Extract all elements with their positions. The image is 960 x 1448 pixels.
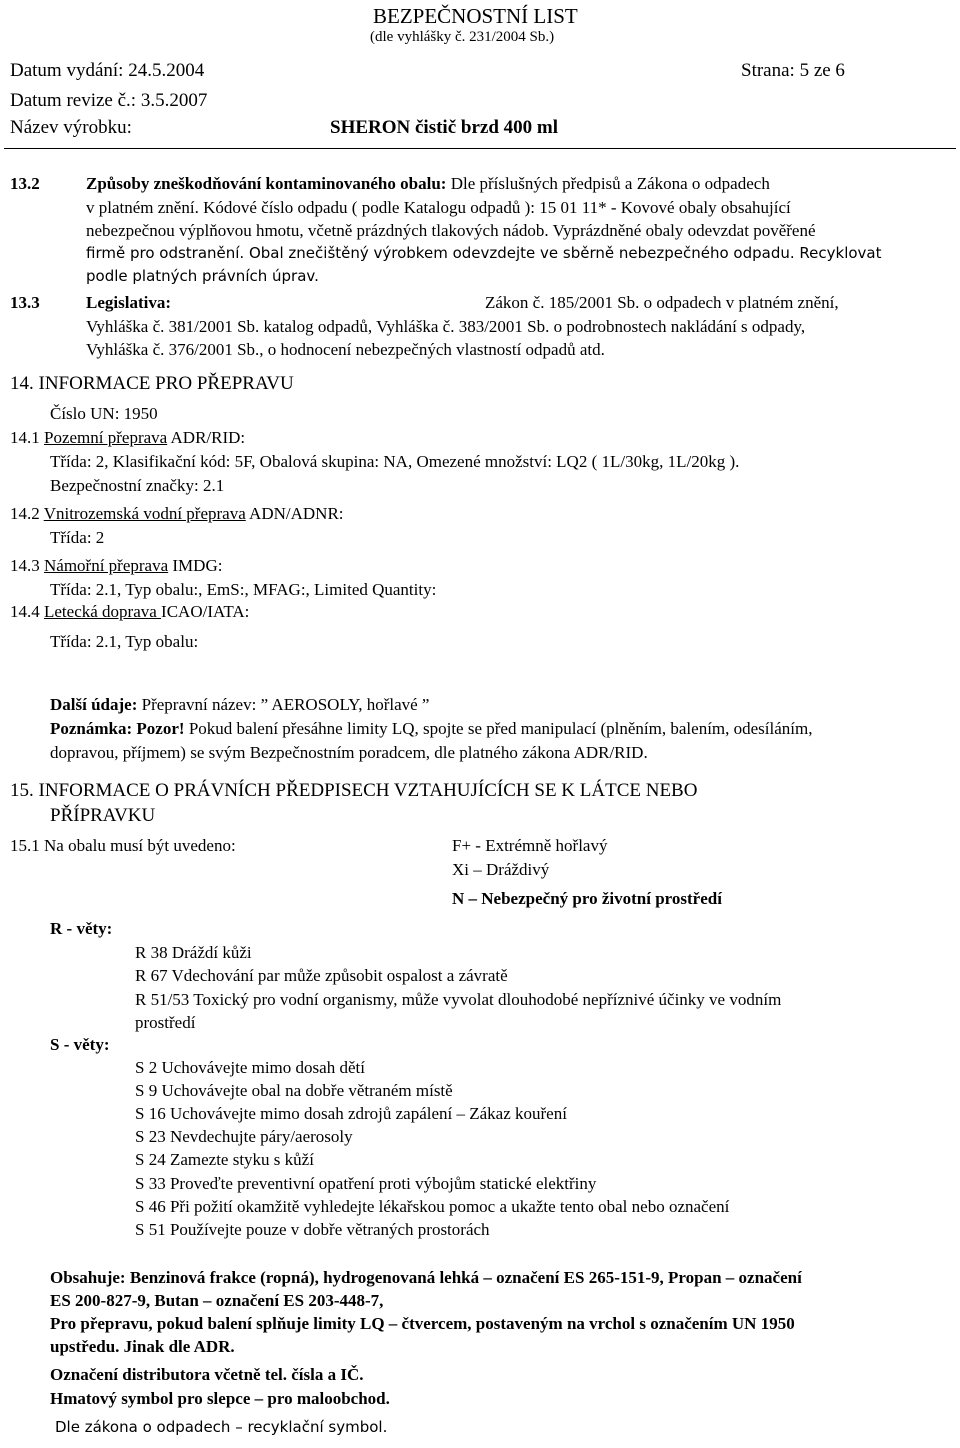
s-phrase: S 33 Proveďte preventivní opatření proti výbojům statické elektřiny	[135, 1174, 597, 1193]
document-subtitle: (dle vyhlášky č. 231/2004 Sb.)	[370, 29, 555, 45]
section-15-1-label: 15.1 Na obalu musí být uvedeno:	[10, 836, 236, 855]
section-14-1-line1: Třída: 2, Klasifikační kód: 5F, Obalová skupina: NA, Omezené množství: LQ2 ( 1L/30kg, 1L/20kg ).	[50, 452, 740, 471]
section-14-2-heading: 14.2 Vnitrozemská vodní přeprava ADN/ADNR:	[10, 504, 344, 523]
recycle-symbol-info: Dle zákona o odpadech – recyklační symbol.	[55, 1418, 388, 1436]
hazard-symbol-1: F+ - Extrémně hořlavý	[452, 836, 608, 855]
section-14-4-heading: 14.4 Letecká doprava ICAO/IATA:	[10, 602, 250, 621]
section-14-4-line1: Třída: 2.1, Typ obalu:	[50, 632, 199, 651]
section-13-3-line1: Zákon č. 185/2001 Sb. o odpadech v platném znění,	[485, 293, 839, 312]
r-phrase: R 38 Dráždí kůži	[135, 943, 252, 962]
s-phrase: S 51 Používejte pouze v dobře větraných prostorách	[135, 1220, 490, 1239]
note-line2: dopravou, příjmem) se svým Bezpečnostním poradcem, dle platného zákona ADR/RID.	[50, 743, 648, 762]
section-14-3-heading: 14.3 Námořní přeprava IMDG:	[10, 556, 223, 575]
section-14-2-line1: Třída: 2	[50, 528, 105, 547]
section-14-1-heading: 14.1 Pozemní přeprava ADR/RID:	[10, 428, 246, 447]
section-13-3-number: 13.3	[10, 293, 40, 312]
s-phrases-label: S - věty:	[50, 1035, 110, 1054]
s-phrase: S 2 Uchovávejte mimo dosah dětí	[135, 1058, 365, 1077]
distributor-info: Označení distributora včetně tel. čísla a IČ.	[50, 1365, 364, 1384]
section-14-3-line1: Třída: 2.1, Typ obalu:, EmS:, MFAG:, Limited Quantity:	[50, 580, 437, 599]
section-15-heading-line2: PŘÍPRAVKU	[50, 805, 156, 826]
contains-line2: ES 200-827-9, Butan – označení ES 203-448-7,	[50, 1291, 384, 1310]
section-14-heading: 14. INFORMACE PRO PŘEPRAVU	[10, 373, 294, 394]
section-13-2-number: 13.2	[10, 174, 40, 193]
extra-info: Další údaje: Přepravní název: ” AEROSOLY, hořlavé ”	[50, 695, 430, 714]
r-phrase: R 51/53 Toxický pro vodní organismy, může vyvolat dlouhodobé nepříznivé účinky ve vodním	[135, 990, 782, 1009]
page-number: Strana: 5 ze 6	[741, 60, 845, 81]
issue-date: Datum vydání: 24.5.2004	[10, 60, 205, 81]
hazard-symbol-3: N – Nebezpečný pro životní prostředí	[452, 889, 722, 908]
section-13-3-line2: Vyhláška č. 381/2001 Sb. katalog odpadů, Vyhláška č. 383/2001 Sb. o podrobnostech nakládání s odpady,	[86, 317, 806, 336]
revision-date: Datum revize č.: 3.5.2007	[10, 90, 208, 111]
document-title: BEZPEČNOSTNÍ LIST	[373, 4, 578, 28]
section-13-3-line3: Vyhláška č. 376/2001 Sb., o hodnocení nebezpečných vlastností odpadů atd.	[86, 340, 605, 359]
section-13-2-line3: nebezpečnou výplňovou hmotu, včetně prázdných tlakových nádob. Vyprázdněné obaly odevzdat pověřené	[86, 221, 816, 240]
tactile-symbol-info: Hmatový symbol pro slepce – pro maloobchod.	[50, 1389, 390, 1408]
r-phrases-label: R - věty:	[50, 919, 113, 938]
header-divider	[4, 148, 956, 149]
note-line1: Poznámka: Pozor! Pokud balení přesáhne limity LQ, spojte se před manipulací (plněním, balením, odesíláním,	[50, 719, 813, 738]
section-13-2-line4: firmě pro odstranění. Obal znečištěný výrobkem odevzdejte ve sběrně nebezpečného odpadu. Recyklovat	[86, 244, 882, 262]
un-number: Číslo UN: 1950	[50, 404, 158, 423]
r-phrase: prostředí	[135, 1013, 196, 1032]
section-14-1-line2: Bezpečnostní značky: 2.1	[50, 476, 225, 495]
s-phrase: S 46 Při požití okamžitě vyhledejte lékařskou pomoc a ukažte tento obal nebo označení	[135, 1197, 730, 1216]
contains-line1: Obsahuje: Benzinová frakce (ropná), hydrogenovaná lehká – označení ES 265-151-9, Propan – označení	[50, 1268, 802, 1287]
product-name: SHERON čistič brzd 400 ml	[330, 117, 558, 138]
transport-line1: Pro přepravu, pokud balení splňuje limity LQ – čtvercem, postaveným na vrchol s označením UN 1950	[50, 1314, 795, 1333]
product-label: Název výrobku:	[10, 117, 132, 138]
section-13-2-line2: v platném znění. Kódové číslo odpadu ( podle Katalogu odpadů ): 15 01 11* - Kovové obaly obsahující	[86, 198, 791, 217]
section-13-2-heading: Způsoby zneškodňování kontaminovaného obalu:	[86, 174, 447, 193]
section-13-2-line1: Způsoby zneškodňování kontaminovaného obalu: Dle příslušných předpisů a Zákona o odpadech	[86, 174, 770, 193]
s-phrase: S 16 Uchovávejte mimo dosah zdrojů zapálení – Zákaz kouření	[135, 1104, 567, 1123]
section-13-2-line5: podle platných právních úprav.	[86, 267, 319, 285]
s-phrase: S 24 Zamezte styku s kůží	[135, 1150, 314, 1169]
section-15-heading-line1: 15. INFORMACE O PRÁVNÍCH PŘEDPISECH VZTAHUJÍCÍCH SE K LÁTCE NEBO	[10, 780, 698, 801]
hazard-symbol-2: Xi – Dráždivý	[452, 860, 550, 879]
section-13-3-heading: Legislativa:	[86, 293, 171, 312]
transport-line2: upstředu. Jinak dle ADR.	[50, 1337, 235, 1356]
s-phrase: S 9 Uchovávejte obal na dobře větraném místě	[135, 1081, 453, 1100]
r-phrase: R 67 Vdechování par může způsobit ospalost a závratě	[135, 966, 508, 985]
s-phrase: S 23 Nevdechujte páry/aerosoly	[135, 1127, 353, 1146]
